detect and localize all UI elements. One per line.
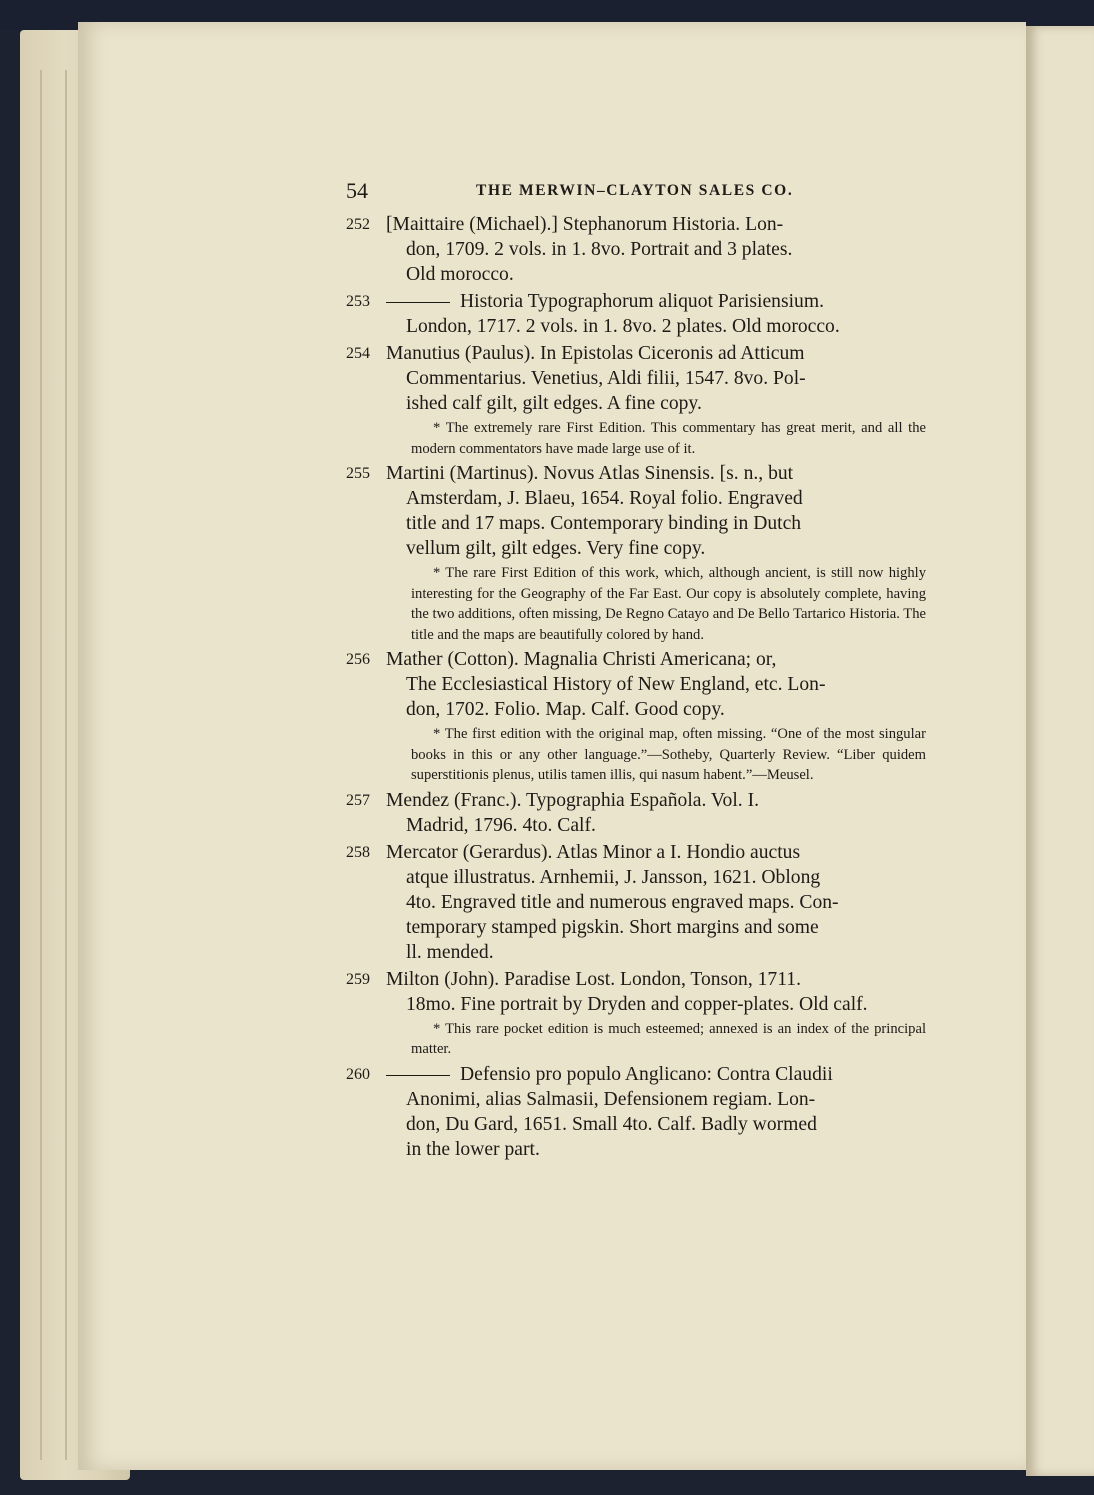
entry-line: atque illustratus. Arnhemii, J. Jansson, 1621. Oblong — [406, 866, 821, 888]
facing-page — [1026, 26, 1094, 1476]
entry-line: Old morocco. — [406, 264, 514, 285]
entry-line: 18mo. Fine portrait by Dryden and copper-plates. Old calf. — [406, 993, 868, 1015]
lot-number: 254 — [346, 345, 370, 362]
lot-number: 255 — [346, 465, 370, 482]
entry-line: don, 1709. 2 vols. in 1. 8vo. Portrait and 3 plates. — [406, 239, 793, 260]
entry-line: Amsterdam, J. Blaeu, 1654. Royal folio. Engraved — [406, 488, 803, 509]
entry-note: * The first edition with the original map, often missing. “One of the most singular books in this or any other language.”—Sotheby, Quarterly Review. “Liber quidem superstitionis plenus, utilis tamen illis, qui nasum habent.”—Meusel. — [411, 726, 926, 783]
entry-line: ished calf gilt, gilt edges. A fine copy. — [406, 393, 702, 414]
catalog-entry — [266, 341, 930, 416]
lot-number: 260 — [346, 1065, 370, 1083]
page-header — [266, 160, 930, 204]
entry-line: London, 1717. 2 vols. in 1. 8vo. 2 plates. Old morocco. — [406, 316, 840, 337]
lot-number: 256 — [346, 651, 370, 668]
entry-note: * This rare pocket edition is much esteemed; annexed is an index of the principal matter. — [411, 1020, 926, 1057]
entry-line: Anonimi, alias Salmasii, Defensionem regiam. Lon- — [406, 1088, 816, 1110]
catalog-entry — [266, 212, 930, 287]
entry-note: * The rare First Edition of this work, which, although ancient, is still now highly interesting for the Geography of the Far East. Our copy is absolutely complete, having the two additions, often missing, De Regno Catayo and De Bello Tartarico Historia. The title and the maps are beautifully colored by hand. — [411, 565, 926, 643]
page-number: 54 — [346, 178, 368, 203]
entry-line: Martini (Martinus). Novus Atlas Sinensis. [s. n., but — [386, 463, 794, 484]
entry-line: temporary stamped pigskin. Short margins and some — [406, 916, 819, 938]
catalog-entry — [266, 647, 930, 722]
entry-line: Milton (John). Paradise Lost. London, Tonson, 1711. — [386, 968, 801, 990]
entry-note: * The extremely rare First Edition. This commentary has great merit, and all the modern commentators have made large use of it. — [411, 420, 926, 457]
catalog-entry — [266, 461, 930, 561]
entry-line: Commentarius. Venetius, Aldi filii, 1547. 8vo. Pol- — [406, 368, 806, 389]
entry-line: vellum gilt, gilt edges. Very fine copy. — [406, 538, 706, 559]
lot-number: 253 — [346, 293, 370, 310]
entry-line: Historia Typographorum aliquot Parisiensium. — [460, 291, 824, 312]
entry-line: don, Du Gard, 1651. Small 4to. Calf. Badly wormed — [406, 1113, 817, 1135]
entry-line: Mendez (Franc.). Typographia Española. Vol. I. — [386, 789, 759, 811]
entry-line: title and 17 maps. Contemporary binding in Dutch — [406, 513, 802, 534]
catalog-entry — [266, 840, 930, 965]
lot-number: 259 — [346, 970, 370, 988]
entry-line: Defensio pro populo Anglicano: Contra Claudii — [460, 1063, 833, 1085]
lot-number: 257 — [346, 791, 370, 809]
entry-line: 4to. Engraved title and numerous engraved maps. Con- — [406, 891, 839, 913]
catalog-entry — [266, 289, 930, 339]
entry-line: Manutius (Paulus). In Epistolas Ciceronis ad Atticum — [386, 343, 805, 364]
lot-number: 258 — [346, 843, 370, 861]
catalog-entry — [266, 788, 930, 838]
catalog-entry — [266, 967, 930, 1017]
entry-line: The Ecclesiastical History of New England, etc. Lon- — [406, 674, 826, 695]
ditto-dash — [386, 302, 450, 303]
entry-line: don, 1702. Folio. Map. Calf. Good copy. — [406, 699, 725, 720]
ditto-dash — [386, 1075, 450, 1076]
lot-number: 252 — [346, 216, 370, 233]
catalog-entry — [266, 1062, 930, 1162]
entry-line: in the lower part. — [406, 1138, 540, 1160]
running-head: THE MERWIN–CLAYTON SALES CO. — [476, 182, 794, 199]
entry-line: [Maittaire (Michael).] Stephanorum Historia. Lon- — [386, 214, 784, 235]
entry-line: ll. mended. — [406, 941, 494, 963]
entry-line: Mercator (Gerardus). Atlas Minor a I. Hondio auctus — [386, 841, 801, 863]
entry-line: Mather (Cotton). Magnalia Christi Americana; or, — [386, 649, 777, 670]
page-content — [266, 160, 930, 1164]
entry-line: Madrid, 1796. 4to. Calf. — [406, 814, 596, 836]
